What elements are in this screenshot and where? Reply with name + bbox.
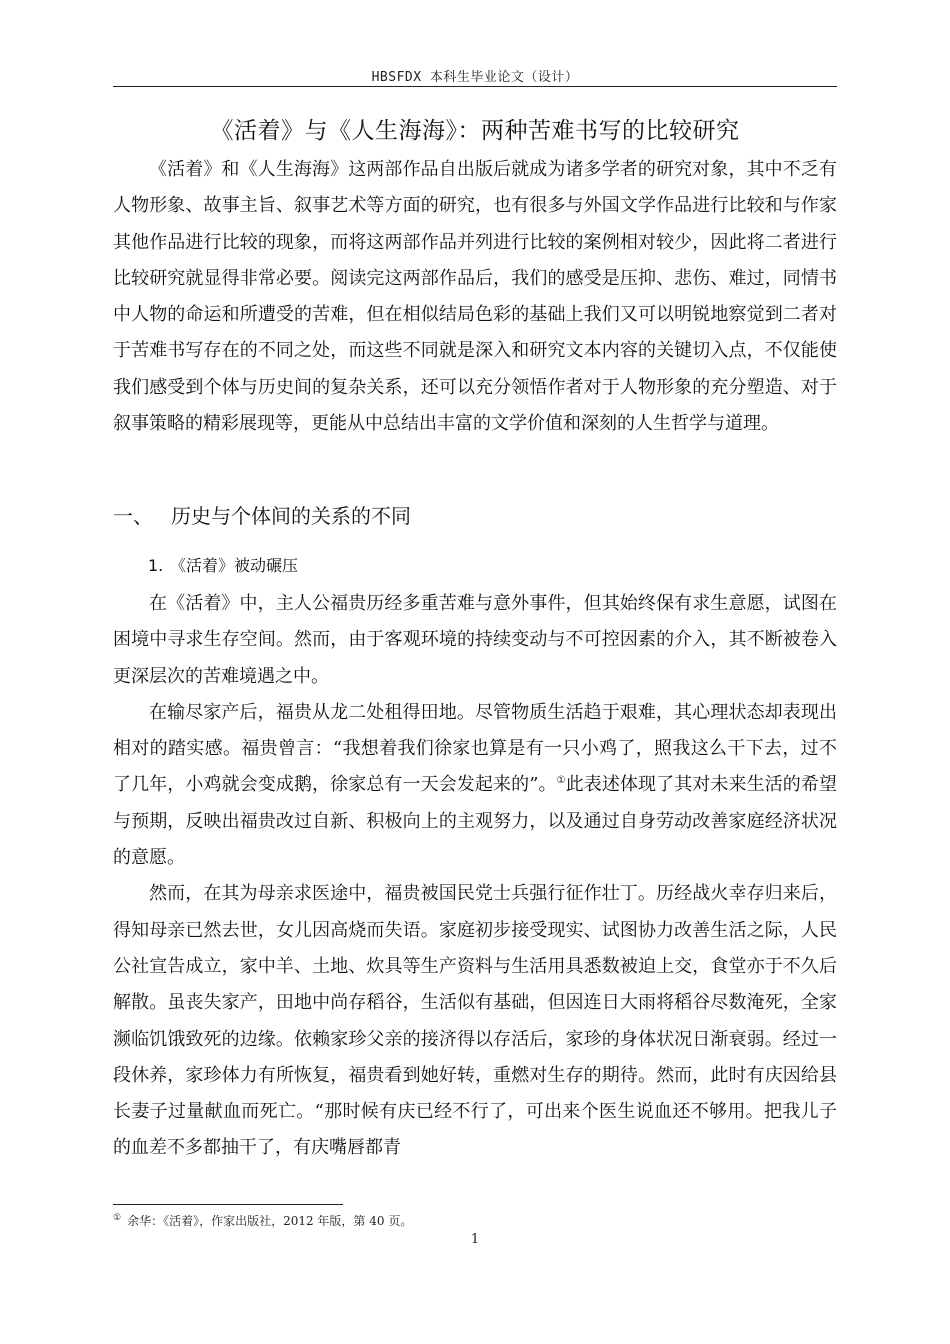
section-heading [113,500,411,529]
subsection-number: 1. [148,556,164,575]
paragraph-text: 此表述体现了其对未来生活的希望与预期，反映出福贵改过自新、积极向上的主观努力，以及通过自身劳动改善家庭经济状况的意愿。 [113,774,837,869]
body-paragraph [113,695,837,876]
intro-paragraph: 《活着》和《人生海海》这两部作品自出版后就成为诸多学者的研究对象，其中不乏有人物形象、故事主旨、叙事艺术等方面的研究，也有很多与外国文学作品进行比较和与作家其他作品进行比较的现象，而将这两部作品并列进行比较的案例相对较少，因此将二者进行比较研究就显得非常必要。阅读完这两部作品后，我们的感受是压抑、悲伤、难过，同情书中人物的命运和所遭受的苦难，但在相似结局色彩的基础上我们又可以明锐地察觉到二者对于苦难书写存在的不同之处，而这些不同就是深入和研究文本内容的关键切入点，不仅能使我们感受到个体与历史间的复杂关系，还可以充分领悟作者对于人物形象的充分塑造、对于叙事策略的精彩展现等，更能从中总结出丰富的文学价值和深刻的人生哲学与道理。 [113,159,837,435]
footnote-reference[interactable]: ① [556,775,566,787]
page-number: 1 [470,1232,480,1247]
body-paragraph: 在《活着》中，主人公福贵历经多重苦难与意外事件，但其始终保有求生意愿，试图在困境中寻求生存空间。然而，由于客观环境的持续变动与不可控因素的介入，其不断被卷入更深层次的苦难境遇之中。 [113,593,837,687]
intro-section [113,152,837,442]
paragraph-text: 在输尽家产后，福贵从龙二处租得田地。尽管物质生活趋于艰难，其心理状态却表现出相对的踏实感。福贵曾言：“我想着我们徐家也算是有一只小鸡了，照我这么干下去，过不了几年，小鸡就会变成鹅，徐家总有一天会发起来的”。 [113,701,837,796]
body-paragraph: 然而，在其为母亲求医途中，福贵被国民党士兵强行征作壮丁。历经战火幸存归来后，得知母亲已然去世，女儿因高烧而失语。家庭初步接受现实、试图协力改善生活之际，人民公社宣告成立，家中羊、土地、炊具等生产资料与生活用具悉数被迫上交，食堂亦于不久后解散。虽丧失家产，田地中尚存稻谷，生活似有基础，但因连日大雨将稻谷尽数淹死，全家濒临饥饿致死的边缘。依赖家珍父亲的接济得以存活后，家珍的身体状况日渐衰弱。经过一段休养，家珍体力有所恢复，福贵看到她好转，重燃对生存的期待。然而，此时有庆因给县长妻子过量献血而死亡。“那时候有庆已经不行了，可出来个医生说血还不够用。把我儿子的血差不多都抽干了，有庆嘴唇都青 [113,883,837,1159]
header-rule [113,86,837,87]
footnote-text: 余华：《活着》，作家出版社，2012 年版，第 40 页。 [127,1214,413,1228]
footnote [113,1212,412,1229]
footnote-rule [113,1204,343,1205]
paper-title: 《活着》与《人生海海》：两种苦难书写的比较研究 [210,118,740,144]
section-body [113,586,837,1167]
running-header: HBSFDX 本科生毕业论文（设计） [371,70,579,85]
subsection-title: 《活着》被动碾压 [170,556,299,575]
section-title: 历史与个体间的关系的不同 [171,504,411,528]
section-number: 一、 [113,504,153,528]
footnote-mark: ① [113,1213,122,1223]
subsection-heading [148,553,298,576]
